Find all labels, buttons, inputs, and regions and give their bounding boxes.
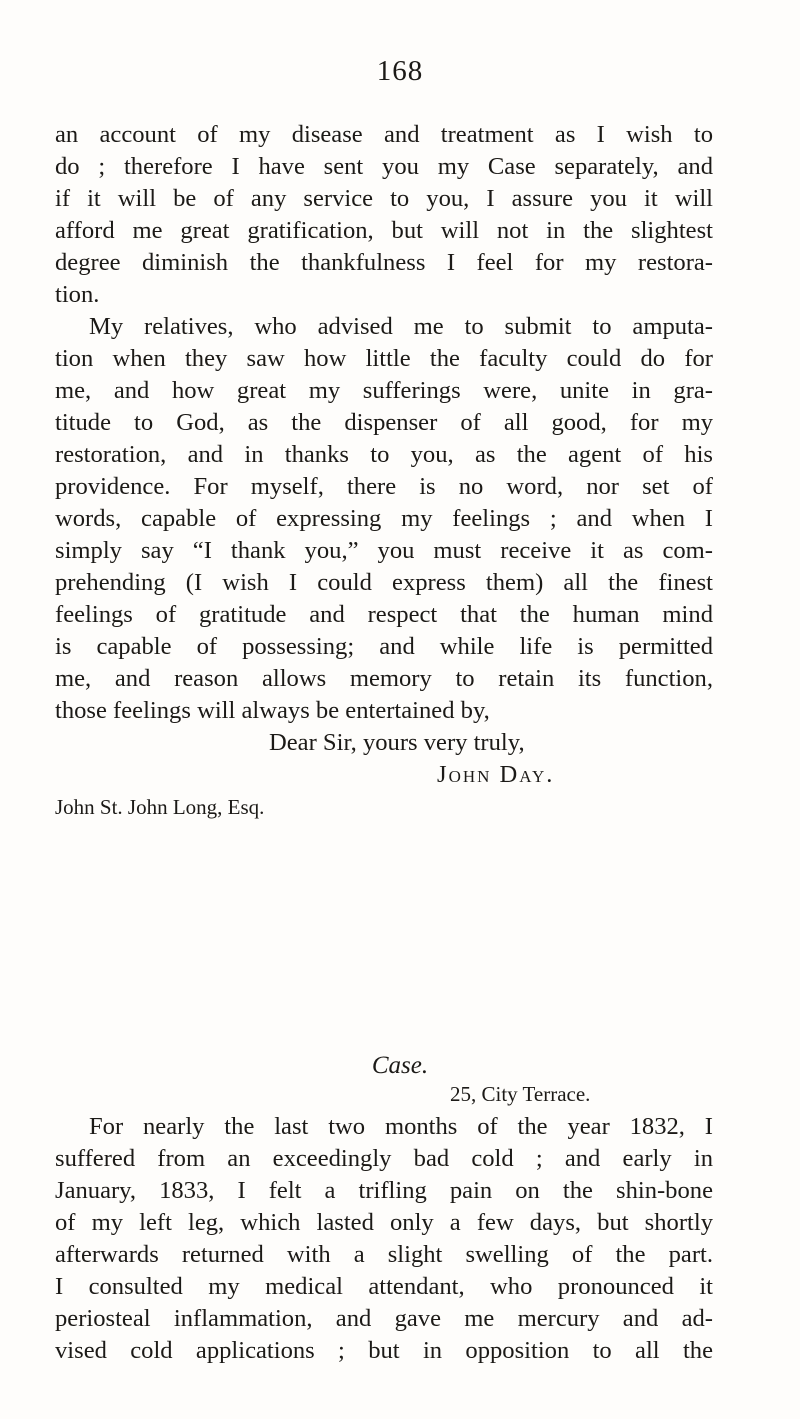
letter-line: feelings of gratitude and respect that the human mind [55, 601, 713, 628]
letter-line: is capable of possessing; and while life is permitted [55, 633, 713, 660]
letter-line: tion. [55, 281, 100, 308]
case-line: periosteal inflammation, and gave me mercury and ad- [55, 1305, 713, 1332]
case-body [55, 1111, 713, 1367]
case-line: suffered from an exceedingly bad cold ; and early in [55, 1145, 713, 1172]
letter-line: restoration, and in thanks to you, as the agent of his [55, 441, 713, 468]
letter-body [55, 119, 713, 823]
case-heading: Case. [371, 1052, 429, 1079]
letter-line: simply say “I thank you,” you must receive it as com- [55, 537, 713, 564]
letter-line: My relatives, who advised me to submit to amputa- [89, 313, 713, 340]
letter-line: me, and reason allows memory to retain its function, [55, 665, 713, 692]
letter-line: do ; therefore I have sent you my Case separately, and [55, 153, 713, 180]
case-line: For nearly the last two months of the year 1832, I [89, 1113, 713, 1140]
letter-line: an account of my disease and treatment as I wish to [55, 121, 713, 148]
page-number: 168 [376, 55, 424, 87]
case-line: I consulted my medical attendant, who pronounced it [55, 1273, 713, 1300]
addressee: John St. John Long, Esq. [55, 795, 265, 819]
letter-line: degree diminish the thankfulness I feel for my restora- [55, 249, 713, 276]
closing-line: Dear Sir, yours very truly, [269, 729, 525, 756]
case-line: afterwards returned with a slight swelling of the part. [55, 1241, 713, 1268]
letter-line: those feelings will always be entertained by, [55, 697, 490, 724]
signature: John Day. [437, 761, 555, 788]
letter-line: if it will be of any service to you, I assure you it will [55, 185, 713, 212]
case-line: vised cold applications ; but in opposition to all the [55, 1337, 713, 1364]
letter-line: tion when they saw how little the faculty could do for [55, 345, 713, 372]
letter-line: prehending (I wish I could express them) all the finest [55, 569, 713, 596]
letter-line: words, capable of expressing my feelings ; and when I [55, 505, 713, 532]
case-line: January, 1833, I felt a trifling pain on the shin-bone [55, 1177, 713, 1204]
letter-line: providence. For myself, there is no word, nor set of [55, 473, 713, 500]
case-address: 25, City Terrace. [450, 1082, 591, 1106]
case-line: of my left leg, which lasted only a few days, but shortly [55, 1209, 713, 1236]
letter-line: titude to God, as the dispenser of all good, for my [55, 409, 713, 436]
letter-line: afford me great gratification, but will not in the slightest [55, 217, 713, 244]
letter-line: me, and how great my sufferings were, unite in gra- [55, 377, 713, 404]
